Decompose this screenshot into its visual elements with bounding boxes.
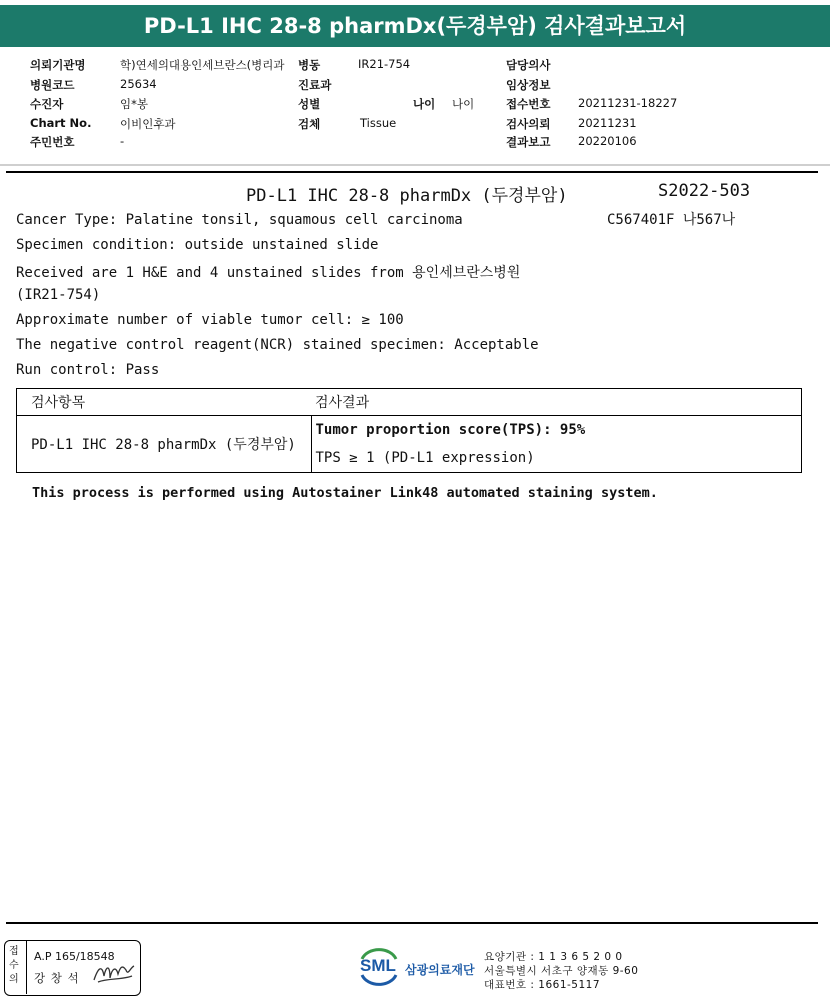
value-institution: 학)연세의대용인세브란스(병리과 bbox=[120, 58, 285, 72]
process-note: This process is performed using Autostainer Link48 automated staining system. bbox=[32, 485, 658, 501]
label-hospital-code: 병원코드 bbox=[30, 78, 75, 92]
label-resident-no: 주민번호 bbox=[30, 135, 75, 149]
label-receipt-no: 접수번호 bbox=[506, 97, 551, 111]
header-divider bbox=[0, 164, 830, 166]
org-name: 삼광의료재단 bbox=[405, 963, 475, 977]
result-test-name: PD-L1 IHC 28-8 pharmDx (두경부암) bbox=[17, 416, 312, 473]
result-table bbox=[16, 388, 802, 473]
header-test-item: 검사항목 bbox=[17, 389, 312, 416]
value-patient: 임*봉 bbox=[120, 97, 148, 111]
signature-icon bbox=[92, 958, 136, 988]
label-ward: 병동 bbox=[298, 58, 321, 72]
line-tumor-cell-count: Approximate number of viable tumor cell: ≥ 100 bbox=[16, 312, 404, 328]
line-received: Received are 1 H&E and 4 unstained slides from 용인세브란스병원 bbox=[16, 265, 521, 281]
footer-rule bbox=[6, 922, 818, 924]
line-run-control: Run control: Pass bbox=[16, 362, 160, 378]
report-banner-title: PD-L1 IHC 28-8 pharmDx(두경부암) 검사결과보고서 bbox=[0, 5, 830, 47]
org-address: 서울특별시 서초구 양재동 9-60 bbox=[484, 965, 639, 977]
value-age: 나이 bbox=[452, 97, 475, 111]
header-test-result: 검사결과 bbox=[311, 389, 802, 416]
value-receipt-no: 20211231-18227 bbox=[578, 96, 678, 110]
result-tps-interpretation: TPS ≥ 1 (PD-L1 expression) bbox=[315, 450, 535, 466]
line-cancer-type: Cancer Type: Palatine tonsil, squamous cell carcinoma bbox=[16, 212, 463, 228]
org-code: 요양기관 : 1 1 3 6 5 2 0 0 bbox=[484, 951, 623, 963]
label-doctor: 담당의사 bbox=[506, 58, 551, 72]
label-request-date: 검사의뢰 bbox=[506, 117, 551, 131]
report-title: PD-L1 IHC 28-8 pharmDx (두경부암) bbox=[246, 186, 568, 206]
line-negative-control: The negative control reagent(NCR) stained specimen: Acceptable bbox=[16, 337, 539, 353]
specimen-side-code: C567401F 나567나 bbox=[607, 212, 736, 228]
label-chart-no: Chart No. bbox=[30, 116, 92, 130]
report-top-rule bbox=[6, 171, 818, 173]
logo-text: SML bbox=[360, 956, 396, 975]
label-report-date: 결과보고 bbox=[506, 135, 551, 149]
org-phone: 대표번호 : 1661-5117 bbox=[484, 979, 601, 991]
label-sex: 성별 bbox=[298, 97, 321, 111]
label-age: 나이 bbox=[413, 97, 436, 111]
doctor-name: 강 창 석 bbox=[34, 971, 80, 985]
value-specimen: Tissue bbox=[360, 116, 397, 130]
value-hospital-code: 25634 bbox=[120, 77, 157, 91]
table-header-row bbox=[17, 389, 802, 416]
result-tps-score: Tumor proportion score(TPS): 95% bbox=[315, 422, 586, 438]
value-request-date: 20211231 bbox=[578, 116, 637, 130]
label-patient: 수진자 bbox=[30, 97, 64, 111]
value-resident-no: - bbox=[120, 134, 125, 148]
ap-number: A.P 165/18548 bbox=[34, 950, 115, 963]
value-report-date: 20220106 bbox=[578, 134, 637, 148]
report-code: S2022-503 bbox=[658, 181, 751, 201]
label-department: 진료과 bbox=[298, 78, 332, 92]
label-specimen: 검체 bbox=[298, 117, 321, 131]
line-case-number: (IR21-754) bbox=[16, 287, 101, 303]
signature-label: 접수의 bbox=[9, 946, 19, 985]
label-institution: 의뢰기관명 bbox=[30, 58, 86, 72]
value-ward: IR21-754 bbox=[358, 57, 411, 71]
label-clinical-info: 임상정보 bbox=[506, 78, 551, 92]
line-specimen-condition: Specimen condition: outside unstained slide bbox=[16, 237, 379, 253]
value-chart-no: 이비인후과 bbox=[120, 117, 176, 131]
table-row bbox=[17, 416, 802, 473]
